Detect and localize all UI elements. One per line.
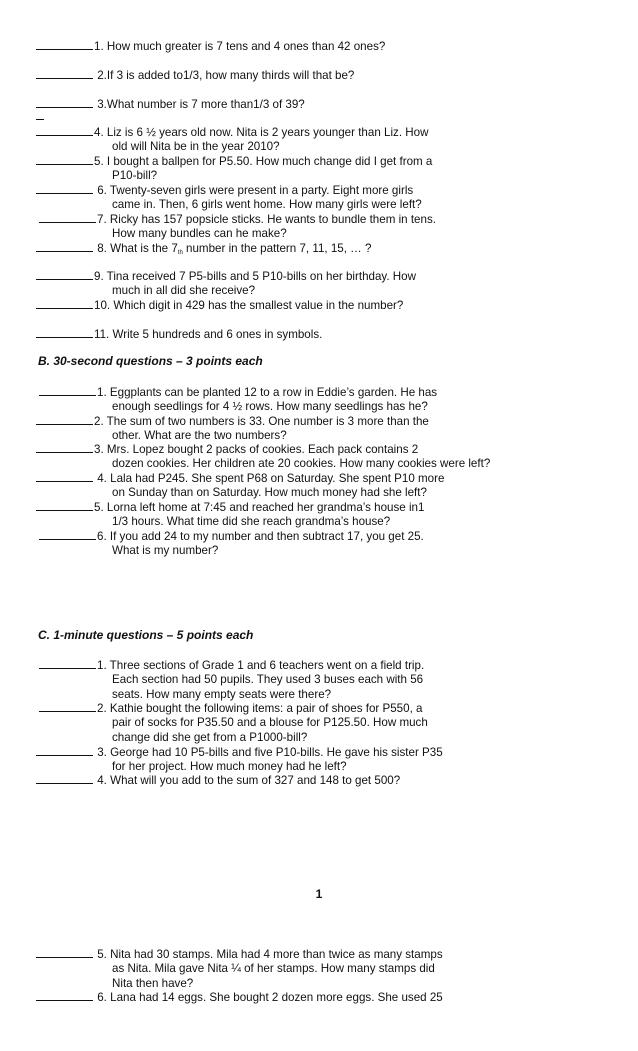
question-text-cont: Nita then have? bbox=[112, 976, 194, 990]
question-a6 bbox=[36, 182, 626, 213]
question-text-cont: How many bundles can he make? bbox=[112, 227, 287, 241]
answer-blank[interactable] bbox=[36, 772, 93, 784]
question-text: 7. Ricky has 157 popsicle sticks. He wants to bundle them in tens. bbox=[97, 213, 436, 226]
stray-underscore bbox=[36, 119, 44, 120]
question-text: 3. George had 10 P5-bills and five P10-bills. He gave his sister P35 bbox=[97, 746, 443, 759]
answer-blank[interactable] bbox=[36, 989, 93, 1001]
question-text-cont: Each section had 50 pupils. They used 3 buses each with 56 bbox=[112, 673, 424, 687]
answer-blank[interactable] bbox=[36, 297, 93, 309]
question-text: 6. Twenty-seven girls were present in a party. Eight more girls bbox=[97, 184, 414, 197]
question-text: 4. Lala had P245. She spent P68 on Saturday. She spent P10 more bbox=[97, 472, 445, 485]
question-text: 11. Write 5 hundreds and 6 ones in symbols. bbox=[94, 328, 323, 341]
answer-blank[interactable] bbox=[36, 96, 93, 108]
question-text: 6. If you add 24 to my number and then subtract 17, you get 25. bbox=[97, 530, 424, 543]
answer-blank[interactable] bbox=[36, 182, 93, 194]
question-text-cont: old will Nita be in the year 2010? bbox=[112, 140, 280, 154]
question-c1 bbox=[36, 657, 626, 702]
question-text: 3. Mrs. Lopez bought 2 packs of cookies. Each pack contains 2 bbox=[94, 443, 419, 456]
question-text-cont: came in. Then, 6 girls went home. How many girls were left? bbox=[112, 198, 422, 212]
answer-blank[interactable] bbox=[36, 744, 93, 756]
question-a1 bbox=[36, 38, 626, 54]
answer-blank[interactable] bbox=[36, 240, 93, 252]
question-text-cont: as Nita. Mila gave Nita ¼ of her stamps. How many stamps did bbox=[112, 962, 435, 976]
question-text-end: number in the pattern 7, 11, 15, … ? bbox=[182, 242, 372, 255]
question-c2 bbox=[36, 700, 626, 745]
question-text-cont: seats. How many empty seats were there? bbox=[112, 687, 332, 701]
question-text: 9. Tina received 7 P5-bills and 5 P10-bills on her birthday. How bbox=[94, 270, 417, 283]
answer-blank[interactable] bbox=[36, 67, 93, 79]
answer-blank[interactable] bbox=[36, 470, 93, 482]
answer-blank[interactable] bbox=[36, 441, 93, 453]
question-a5 bbox=[36, 153, 626, 184]
answer-blank[interactable] bbox=[36, 326, 93, 338]
question-b1 bbox=[36, 384, 626, 415]
question-text: 2. Kathie bought the following items: a pair of shoes for P550, a bbox=[97, 702, 423, 715]
question-text-cont: other. What are the two numbers? bbox=[112, 429, 287, 443]
question-text: 8. What is the 7 bbox=[97, 242, 178, 255]
section-b-heading: B. 30-second questions – 3 points each bbox=[38, 354, 263, 368]
question-text-cont: 1/3 hours. What time did she reach grandma’s house? bbox=[112, 515, 391, 529]
question-text-cont: enough seedlings for 4 ½ rows. How many seedlings has he? bbox=[112, 400, 428, 414]
answer-blank[interactable] bbox=[36, 124, 93, 136]
answer-blank[interactable] bbox=[36, 946, 93, 958]
question-a2 bbox=[36, 67, 626, 83]
question-text: 2.If 3 is added to1/3, how many thirds will that be? bbox=[97, 69, 355, 82]
answer-blank[interactable] bbox=[36, 499, 93, 511]
question-text-cont: P10-bill? bbox=[112, 169, 158, 183]
question-a8 bbox=[36, 240, 626, 258]
question-c3 bbox=[36, 744, 626, 775]
question-text-cont: on Sunday than on Saturday. How much money had she left? bbox=[112, 486, 427, 500]
question-b4 bbox=[36, 470, 626, 501]
question-c4 bbox=[36, 772, 626, 788]
question-text: 2. The sum of two numbers is 33. One number is 3 more than the bbox=[94, 415, 429, 428]
answer-blank[interactable] bbox=[36, 38, 93, 50]
question-a10 bbox=[36, 297, 626, 313]
ordinal-suffix: th bbox=[177, 250, 183, 256]
answer-blank[interactable] bbox=[39, 528, 96, 540]
answer-blank[interactable] bbox=[36, 413, 93, 425]
answer-blank[interactable] bbox=[39, 700, 96, 712]
question-text: 5. Lorna left home at 7:45 and reached her grandma’s house in1 bbox=[94, 501, 425, 514]
section-c-heading: C. 1-minute questions – 5 points each bbox=[38, 628, 254, 642]
answer-blank[interactable] bbox=[39, 657, 96, 669]
question-text: 10. Which digit in 429 has the smallest value in the number? bbox=[94, 299, 404, 312]
answer-blank[interactable] bbox=[39, 384, 96, 396]
answer-blank[interactable] bbox=[36, 268, 93, 280]
question-b2 bbox=[36, 413, 626, 444]
question-c5 bbox=[36, 946, 626, 991]
question-text: 6. Lana had 14 eggs. She bought 2 dozen more eggs. She used 25 bbox=[97, 991, 443, 1004]
question-b5 bbox=[36, 499, 626, 530]
question-text: 1. Three sections of Grade 1 and 6 teachers went on a field trip. bbox=[97, 659, 425, 672]
question-text: 4. What will you add to the sum of 327 and 148 to get 500? bbox=[97, 774, 401, 787]
question-text-cont: pair of socks for P35.50 and a blouse for P125.50. How much bbox=[112, 716, 428, 730]
question-text: 5. Nita had 30 stamps. Mila had 4 more than twice as many stamps bbox=[97, 948, 443, 961]
question-text-cont: What is my number? bbox=[112, 544, 219, 558]
page-number: 1 bbox=[315, 887, 323, 901]
question-text-cont: much in all did she receive? bbox=[112, 284, 256, 298]
question-text-cont: dozen cookies. Her children ate 20 cookies. How many cookies were left? bbox=[112, 457, 491, 471]
question-text: 1. Eggplants can be planted 12 to a row in Eddie’s garden. He has bbox=[97, 386, 438, 399]
question-text-cont: change did she get from a P1000-bill? bbox=[112, 730, 308, 744]
question-a9 bbox=[36, 268, 626, 299]
question-b6 bbox=[36, 528, 626, 559]
question-b3 bbox=[36, 441, 626, 472]
question-text: 4. Liz is 6 ½ years old now. Nita is 2 years younger than Liz. How bbox=[94, 126, 429, 139]
answer-blank[interactable] bbox=[39, 211, 96, 223]
question-text: 3.What number is 7 more than1/3 of 39? bbox=[97, 98, 305, 111]
question-a3 bbox=[36, 96, 626, 112]
question-a11 bbox=[36, 326, 626, 342]
answer-blank[interactable] bbox=[36, 153, 93, 165]
question-a4 bbox=[36, 124, 626, 155]
question-a7 bbox=[36, 211, 626, 242]
question-text: 5. I bought a ballpen for P5.50. How much change did I get from a bbox=[94, 155, 433, 168]
question-c6 bbox=[36, 989, 626, 1005]
question-text-cont: for her project. How much money had he left? bbox=[112, 760, 347, 774]
question-text: 1. How much greater is 7 tens and 4 ones than 42 ones? bbox=[94, 40, 386, 53]
